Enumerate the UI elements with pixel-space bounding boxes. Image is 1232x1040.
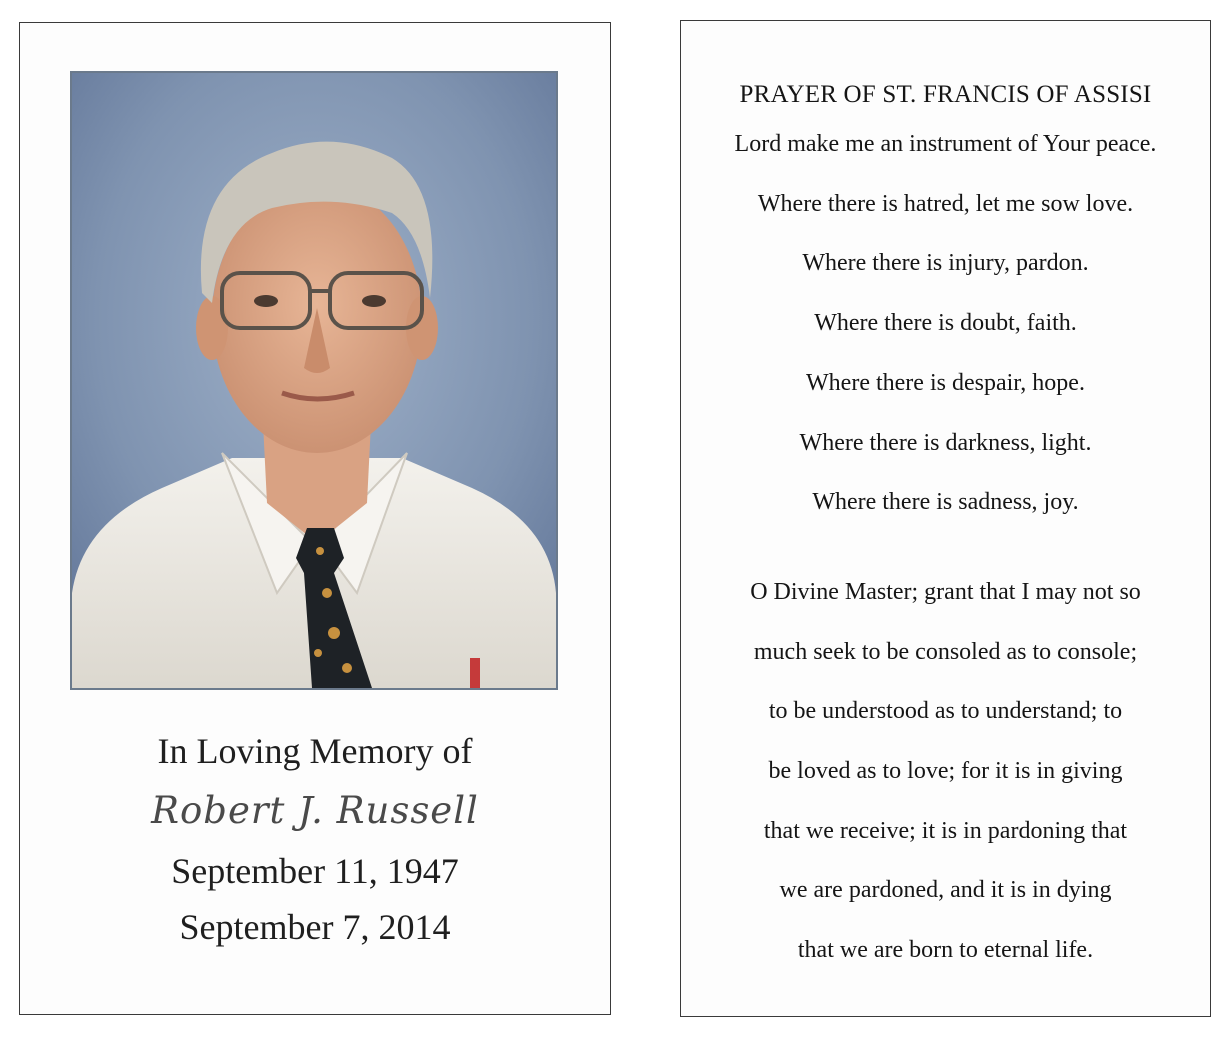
stanza-gap: [681, 533, 1210, 563]
memorial-card-back: [680, 20, 1211, 1017]
birth-date: September 11, 1947: [171, 851, 459, 891]
memorial-heading: In Loving Memory of: [157, 731, 473, 771]
death-date: September 7, 2014: [179, 907, 451, 947]
prayer-line: O Divine Master; grant that I may not so: [750, 578, 1141, 605]
deceased-name: Robert J. Russell: [151, 789, 479, 832]
prayer-line: Where there is darkness, light.: [799, 429, 1092, 456]
prayer-line: Lord make me an instrument of Your peace.: [734, 131, 1157, 157]
prayer-line: that we are born to eternal life.: [797, 937, 1094, 964]
prayer-text: [681, 75, 1210, 981]
prayer-line: much seek to be consoled as to console;: [753, 638, 1138, 665]
prayer-line: that we receive; it is in pardoning that: [763, 817, 1128, 844]
prayer-line: Where there is sadness, joy.: [812, 489, 1079, 516]
prayer-title: PRAYER OF ST. FRANCIS OF ASSISI: [739, 81, 1152, 108]
memorial-text: [20, 723, 610, 955]
prayer-line: Where there is despair, hope.: [806, 369, 1085, 396]
portrait-photo: [70, 71, 558, 690]
prayer-line: to be understood as to understand; to: [768, 698, 1123, 725]
prayer-line: Where there is injury, pardon.: [802, 250, 1089, 277]
prayer-line: Where there is hatred, let me sow love.: [757, 190, 1134, 217]
portrait-image: [72, 73, 556, 688]
prayer-line: Where there is doubt, faith.: [814, 310, 1077, 337]
prayer-line: we are pardoned, and it is in dying: [779, 877, 1112, 904]
memorial-card-front: [19, 22, 611, 1015]
prayer-line: be loved as to love; for it is in giving: [768, 758, 1123, 785]
